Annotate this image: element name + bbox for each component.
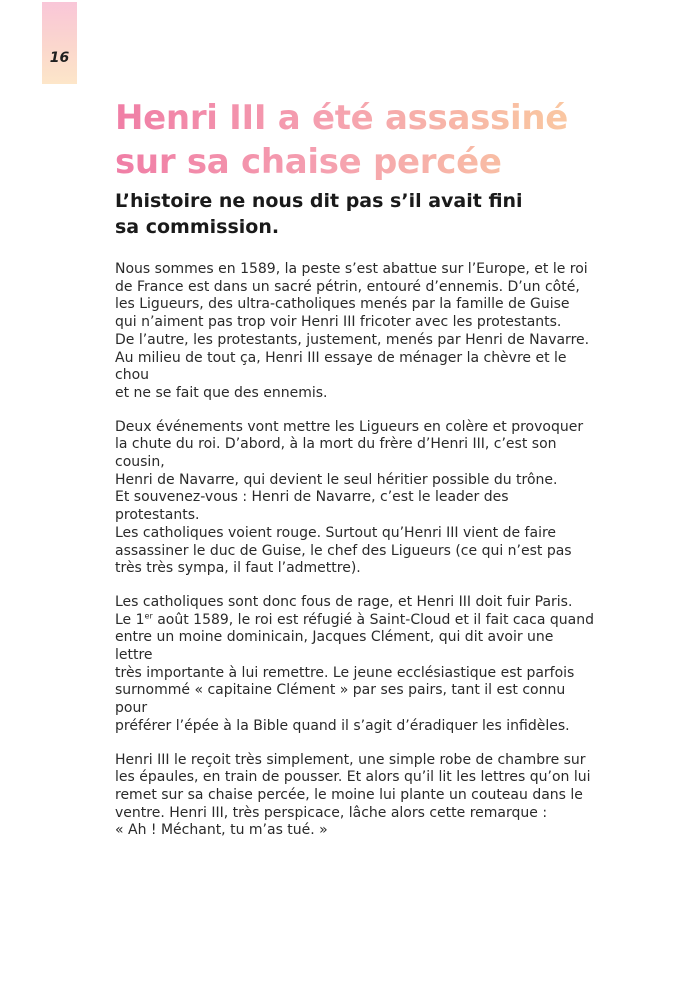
paragraph-3-date-prefix: Le 1 [115,611,145,628]
paragraph-2: Deux événements vont mettre les Ligueurs en colère et provoquer la chute du roi. D’abord, à la mort du frère d’Henri III, c’est son cousin, Henri de Navarre, qui devient le seul héritier possible du trône. Et souvenez-vous : Henri de Navarre, c’est le leader des protestants. Les catholiques voient rouge. Surtout qu’Henri III vient de faire assassiner le duc de Guise, le chef des Ligueurs (ce qui n’est pas très très sympa, il faut l’admettre). [115,418,584,577]
paragraph-3 [115,594,595,736]
paragraph-1: Nous sommes en 1589, la peste s’est abattue sur l’Europe, et le roi de France est dans un sacré pétrin, entouré d’ennemis. D’un côté, les Ligueurs, des ultra-catholiques menés par la famille de Guise qui n’aiment pas trop voir Henri III fricoter avec les protestants. De l’autre, les protestants, justement, menés par Henri de Navarre. Au milieu de tout ça, Henri III essaye de ménager la chèvre et le chou et ne se fait que des ennemis. [115,261,590,401]
paragraph-3-line-1: Les catholiques sont donc fous de rage, et Henri III doit fuir Paris. [115,593,573,610]
article-subtitle: L’histoire ne nous dit pas s’il avait fini sa commission. [115,190,523,238]
page-number: 16 [49,50,70,66]
page-number-tab [42,2,77,84]
paragraph-4: Henri III le reçoit très simplement, une simple robe de chambre sur les épaules, en train de pousser. Et alors qu’il lit les lettres qu’on lui remet sur sa chaise percée, le moine lui plante un couteau dans le ventre. Henri III, très perspicace, lâche alors cette remarque : « Ah ! Méchant, tu m’as tué. » [115,751,591,839]
paragraph-3-rest: août 1589, le roi est réfugié à Saint-Cloud et il fait caca quand entre un moine dominicain, Jacques Clément, qui dit avoir une lettre très importante à lui remettre. Le jeune ecclésiastique est parfois surnommé « capitaine Clément » par ses pairs, tant il est connu pour préférer l’épée à la Bible quand il s’agit d’éradiquer les infidèles. [115,611,595,734]
ordinal-superscript: er [144,611,153,620]
article-body [115,261,595,856]
article-title: Henri III a été assassiné sur sa chaise percée [115,96,635,184]
